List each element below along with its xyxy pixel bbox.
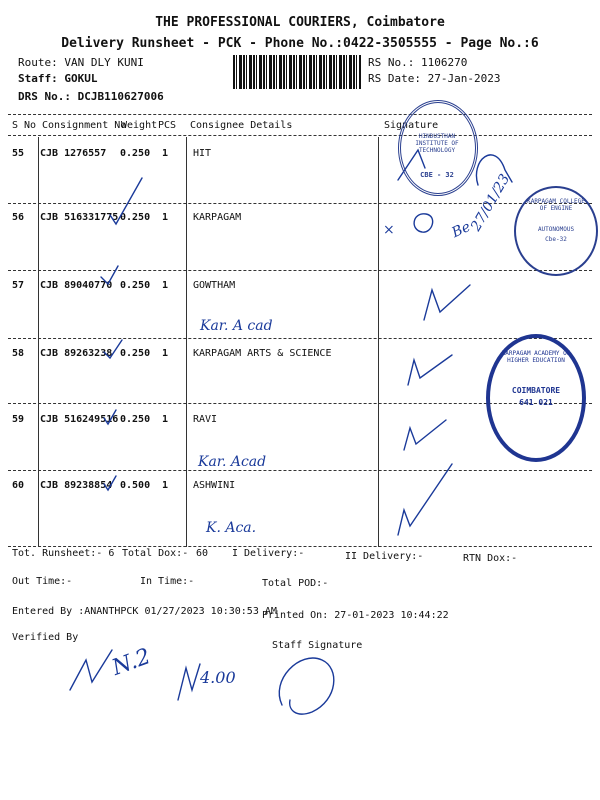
handwritten-initials: Be bbox=[449, 218, 474, 242]
signature-stroke bbox=[424, 285, 470, 320]
drs-number: DRS No.: DCJB110627006 bbox=[18, 90, 164, 103]
staff-label: Staff: GOKUL bbox=[18, 72, 98, 85]
karpagam-city: Cbe-32 bbox=[545, 236, 567, 243]
company-title: THE PROFESSIONAL COURIERS, Coimbatore bbox=[155, 15, 445, 30]
row-weight: 0.250 bbox=[120, 348, 151, 359]
row-sno: 55 bbox=[12, 148, 25, 159]
row-weight: 0.500 bbox=[120, 480, 151, 491]
verify-stroke bbox=[178, 664, 200, 700]
rs-date: RS Date: 27-Jan-2023 bbox=[368, 72, 501, 85]
hit-stamp-code: CBE - 32 bbox=[420, 171, 454, 179]
in-time: In Time:- bbox=[140, 576, 195, 587]
total-pod: Total POD:- bbox=[262, 578, 329, 589]
academy-stamp bbox=[486, 334, 586, 462]
academy-stamp-text: KARPAGAM ACADEMY OF HIGHER EDUCATION bbox=[501, 350, 571, 364]
row-sno: 57 bbox=[12, 280, 25, 291]
row-sno: 60 bbox=[12, 480, 25, 491]
col-header-consignee: Consignee Details bbox=[190, 120, 293, 131]
check-mark bbox=[110, 178, 142, 224]
col-header-consignment: Consignment No bbox=[42, 120, 127, 131]
row-consignment: CJB 89040770 bbox=[40, 280, 113, 291]
academy-pin: 641 021 bbox=[519, 398, 553, 407]
handwritten-note: Kar. A cad bbox=[200, 318, 273, 334]
karpagam-college-stamp bbox=[514, 186, 598, 276]
col-header-pcs: PCS bbox=[158, 120, 177, 131]
row-weight: 0.250 bbox=[120, 280, 151, 291]
row-sno: 56 bbox=[12, 212, 25, 223]
row-pcs: 1 bbox=[162, 414, 169, 425]
check-mark bbox=[104, 410, 116, 424]
check-mark bbox=[104, 340, 122, 358]
verified-time: 4.00 bbox=[200, 668, 236, 687]
row-weight: 0.250 bbox=[120, 414, 151, 425]
row-consignee: ASHWINI bbox=[193, 480, 236, 491]
signature-stroke bbox=[398, 464, 452, 535]
row-consignee: HIT bbox=[193, 148, 212, 159]
col-header-signature: Signature bbox=[384, 120, 439, 131]
staff-signature-label: Staff Signature bbox=[272, 640, 363, 651]
row-consignee: GOWTHAM bbox=[193, 280, 236, 291]
row-pcs: 1 bbox=[162, 480, 169, 491]
entered-by: Entered By :ANANTHPCK 01/27/2023 10:30:53 AM bbox=[12, 606, 277, 617]
row-pcs: 1 bbox=[162, 212, 169, 223]
row-consignment: CJB 1276557 bbox=[40, 148, 107, 159]
route-label: Route: VAN DLY KUNI bbox=[18, 56, 144, 69]
row-consignment: CJB 516331775 bbox=[40, 212, 119, 223]
verified-by: Verified By bbox=[12, 632, 79, 643]
row-consignee: RAVI bbox=[193, 414, 218, 425]
staff-signature-stroke bbox=[279, 658, 334, 714]
row-pcs: 1 bbox=[162, 280, 169, 291]
i-delivery: I Delivery:- bbox=[232, 548, 305, 559]
verified-initials: N.2 bbox=[108, 644, 154, 681]
signature-stroke bbox=[404, 420, 446, 450]
row-pcs: 1 bbox=[162, 348, 169, 359]
check-mark bbox=[104, 476, 116, 490]
runsheet-subtitle: Delivery Runsheet - PCK - Phone No.:0422-3505555 - Page No.:6 bbox=[61, 36, 539, 51]
row-consignee: KARPAGAM ARTS & SCIENCE bbox=[193, 348, 332, 359]
row-sno: 59 bbox=[12, 414, 25, 425]
rs-number: RS No.: 1106270 bbox=[368, 56, 468, 69]
row-consignment: CJB 89238854 bbox=[40, 480, 113, 491]
karpagam-autonomous: AUTONOMOUS bbox=[537, 226, 575, 233]
row-weight: 0.250 bbox=[120, 148, 151, 159]
printed-on: Printed On: 27-01-2023 10:44:22 bbox=[262, 610, 449, 621]
row-pcs: 1 bbox=[162, 148, 169, 159]
karpagam-college-text: KARPAGAM COLLEGE OF ENGINE bbox=[527, 198, 585, 212]
row-weight: 0.250 bbox=[120, 212, 151, 223]
row-consignment: CJB 516249516 bbox=[40, 414, 119, 425]
col-header-weight: Weight bbox=[121, 120, 158, 131]
handwritten-note: Kar. Acad bbox=[198, 454, 267, 470]
col-header-sno: S No bbox=[12, 120, 37, 131]
signature-stroke bbox=[414, 214, 433, 232]
check-mark bbox=[101, 266, 118, 284]
ii-delivery: II Delivery:- bbox=[345, 551, 424, 562]
hit-stamp-text: HINDUSTHAN INSTITUTE OF TECHNOLOGY bbox=[415, 133, 459, 154]
out-time: Out Time:- bbox=[12, 576, 73, 587]
rtn-dox: RTN Dox:- bbox=[463, 553, 518, 564]
tot-runsheet: Tot. Runsheet:- 6 bbox=[12, 548, 115, 559]
verify-stroke bbox=[70, 650, 112, 690]
academy-city: COIMBATORE bbox=[511, 386, 561, 395]
row-consignment: CJB 89263238 bbox=[40, 348, 113, 359]
signature-stroke bbox=[408, 355, 452, 385]
handwritten-date: 27/01/23 bbox=[468, 171, 514, 234]
row-consignee: KARPAGAM bbox=[193, 212, 242, 223]
cross-mark: × bbox=[383, 222, 395, 238]
hit-stamp bbox=[398, 100, 478, 196]
total-dox-label: Total Dox:- bbox=[122, 548, 189, 559]
total-dox-value: 60 bbox=[196, 548, 209, 559]
row-sno: 58 bbox=[12, 348, 25, 359]
handwritten-note: K. Aca. bbox=[206, 520, 257, 536]
